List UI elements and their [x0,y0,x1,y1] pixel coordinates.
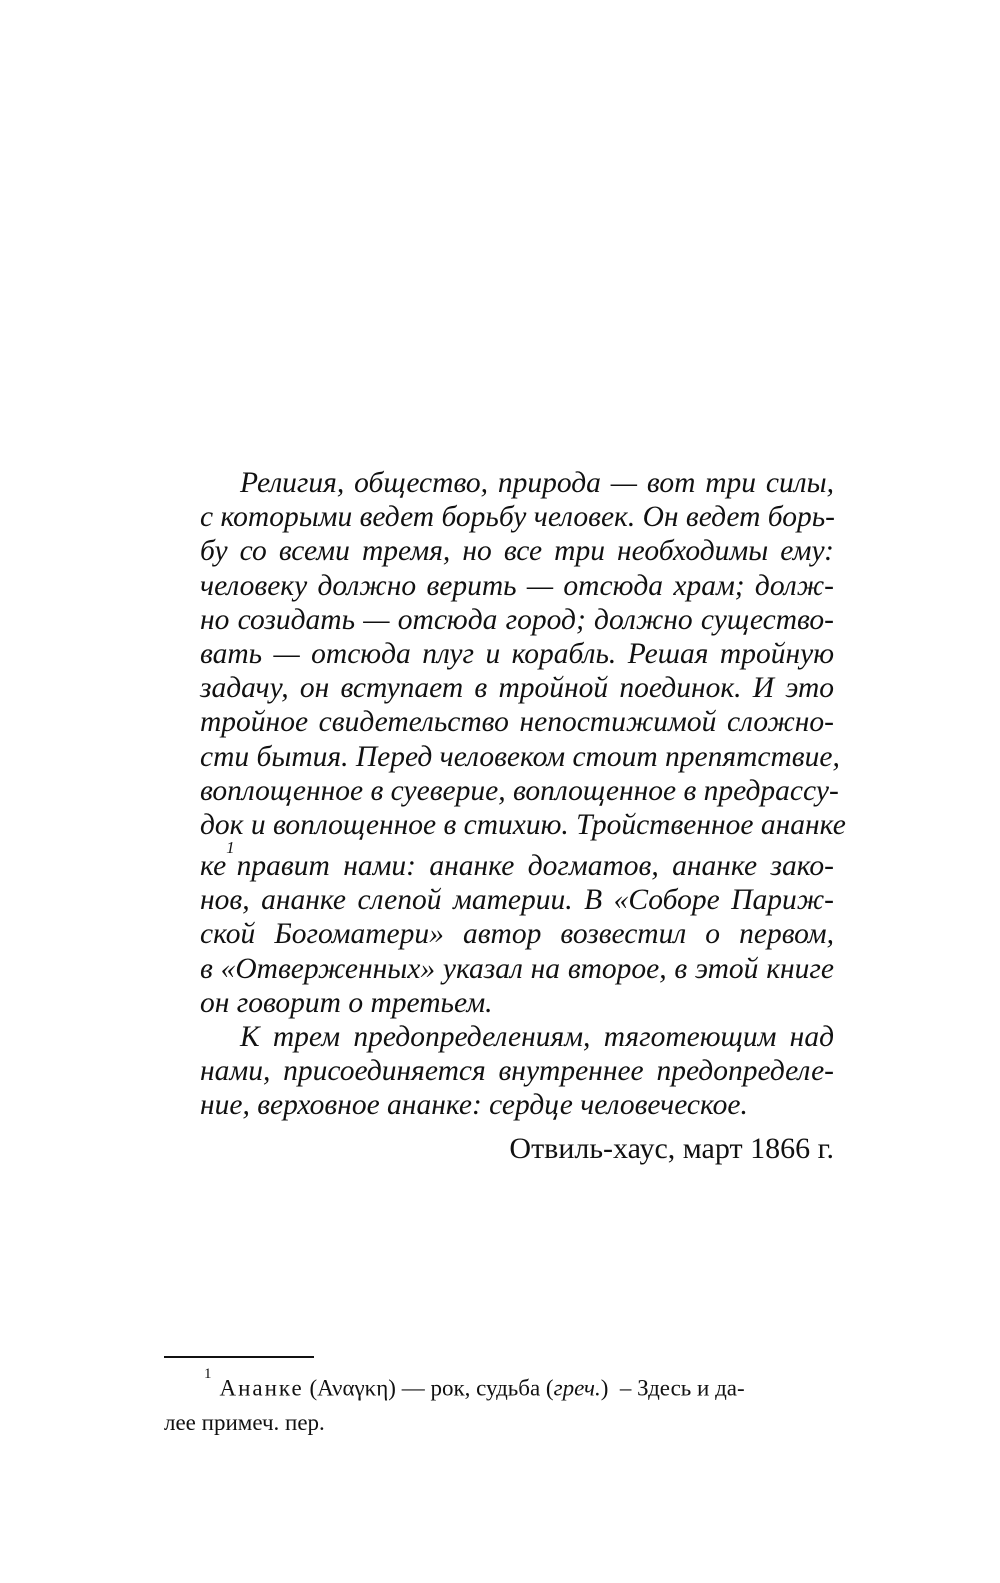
signature-place-date: Отвиль-хаус, март 1866 г. [509,1132,834,1165]
text-line-with-footnote [200,838,834,883]
footnote-number: 1 [204,1366,212,1382]
text-line: ской Богоматери» автор возвестил о первом, [200,918,834,951]
footnote-greek: (Αναγκη) [309,1375,396,1401]
text-fragment: правит нами: ананке догматов, ананке зако- [236,850,834,883]
text-line: Религия, общество, природа — вот три силы, [240,467,834,499]
text-fragment: ке [200,850,227,883]
text-line: сти бытия. Перед человеком стоит препятствие, [200,740,840,773]
footnote-definition: — рок, судьба ( [401,1375,554,1401]
text-line: ние, верховное ананке: сердце человеческое. [200,1089,748,1122]
text-line: в «Отверженных» указал на второе, в этой книге [200,952,834,985]
footnote-definition-end: ) [600,1375,609,1401]
text-line: нами, присоединяется внутреннее предопределе- [200,1055,834,1088]
text-line: К трем предопределениям, тяготеющим над [240,1021,834,1054]
text-line: он говорит о третьем. [200,986,493,1019]
footnote-note: – Здесь и да- [619,1375,745,1401]
footnote [164,1366,864,1440]
text-line: тройное свидетельство непостижимой сложно- [200,706,834,739]
text-line: док и воплощенное в стихию. Тройственное ананке [200,809,846,842]
text-line: бу со всеми тремя, но все три необходимы ему: [200,535,834,568]
footnote-divider [164,1356,314,1358]
text-line: воплощенное в суеверие, воплощенное в предрассу- [200,774,839,807]
footnote-language: греч. [553,1375,601,1401]
footnote-line [164,1366,864,1406]
text-line: человеку должно верить — отсюда храм; долж- [200,569,834,602]
text-line: задачу, он вступает в тройной поединок. И это [200,672,834,705]
text-line: но созидать — отсюда город; должно существо- [200,603,834,636]
footnote-term: Ананке [219,1375,304,1401]
footnote-reference: 1 [226,838,235,858]
text-line: с которыми ведет борьбу человек. Он ведет борь- [200,501,835,534]
main-text-block [200,466,846,1123]
text-line: нов, ананке слепой материи. В «Соборе Париж- [200,884,834,917]
footnote-line: лее примеч. пер. [164,1409,325,1435]
text-line: вать — отсюда плуг и корабль. Решая тройную [200,638,834,671]
